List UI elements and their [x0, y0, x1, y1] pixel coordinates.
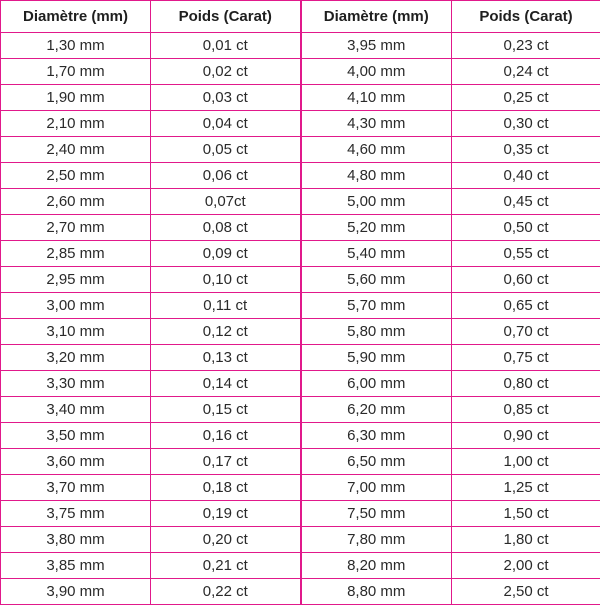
- header-weight-left: Poids (Carat): [151, 1, 301, 33]
- table-row: [1, 85, 600, 111]
- cell-diameter-right: 5,00 mm: [301, 189, 452, 215]
- table-row: [1, 579, 600, 605]
- cell-weight-right: 0,60 ct: [452, 267, 600, 293]
- table-row: [1, 397, 600, 423]
- cell-diameter-left: 3,50 mm: [1, 423, 151, 449]
- cell-diameter-right: 4,00 mm: [301, 59, 452, 85]
- cell-weight-right: 2,00 ct: [452, 553, 600, 579]
- table-row: [1, 137, 600, 163]
- cell-weight-left: 0,02 ct: [151, 59, 301, 85]
- cell-diameter-left: 3,80 mm: [1, 527, 151, 553]
- table-header-row: [1, 1, 600, 33]
- table-row: [1, 189, 600, 215]
- table-row: [1, 215, 600, 241]
- table-row: [1, 59, 600, 85]
- cell-diameter-left: 2,85 mm: [1, 241, 151, 267]
- cell-diameter-right: 6,00 mm: [301, 371, 452, 397]
- cell-diameter-right: 4,60 mm: [301, 137, 452, 163]
- table-row: [1, 241, 600, 267]
- cell-diameter-right: 4,30 mm: [301, 111, 452, 137]
- cell-weight-right: 0,45 ct: [452, 189, 600, 215]
- cell-weight-left: 0,09 ct: [151, 241, 301, 267]
- cell-diameter-left: 1,70 mm: [1, 59, 151, 85]
- cell-diameter-left: 2,40 mm: [1, 137, 151, 163]
- cell-diameter-left: 2,10 mm: [1, 111, 151, 137]
- cell-diameter-right: 6,30 mm: [301, 423, 452, 449]
- table-body: [1, 33, 600, 605]
- table-row: [1, 475, 600, 501]
- cell-weight-left: 0,13 ct: [151, 345, 301, 371]
- cell-diameter-left: 3,85 mm: [1, 553, 151, 579]
- cell-diameter-left: 3,10 mm: [1, 319, 151, 345]
- cell-diameter-left: 1,30 mm: [1, 33, 151, 59]
- table-row: [1, 527, 600, 553]
- header-diameter-right: Diamètre (mm): [301, 1, 452, 33]
- cell-weight-right: 0,24 ct: [452, 59, 600, 85]
- cell-weight-left: 0,15 ct: [151, 397, 301, 423]
- table-row: [1, 111, 600, 137]
- cell-weight-left: 0,14 ct: [151, 371, 301, 397]
- cell-weight-left: 0,07ct: [151, 189, 301, 215]
- cell-diameter-right: 8,80 mm: [301, 579, 452, 605]
- cell-weight-right: 2,50 ct: [452, 579, 600, 605]
- cell-weight-left: 0,19 ct: [151, 501, 301, 527]
- cell-weight-left: 0,10 ct: [151, 267, 301, 293]
- cell-diameter-left: 2,50 mm: [1, 163, 151, 189]
- cell-weight-right: 0,25 ct: [452, 85, 600, 111]
- cell-diameter-right: 7,50 mm: [301, 501, 452, 527]
- cell-weight-left: 0,21 ct: [151, 553, 301, 579]
- cell-weight-left: 0,20 ct: [151, 527, 301, 553]
- cell-weight-left: 0,16 ct: [151, 423, 301, 449]
- cell-weight-right: 0,90 ct: [452, 423, 600, 449]
- header-weight-right: Poids (Carat): [452, 1, 600, 33]
- table-row: [1, 319, 600, 345]
- header-diameter-left: Diamètre (mm): [1, 1, 151, 33]
- cell-diameter-right: 8,20 mm: [301, 553, 452, 579]
- cell-weight-right: 0,50 ct: [452, 215, 600, 241]
- cell-diameter-left: 3,40 mm: [1, 397, 151, 423]
- cell-weight-left: 0,12 ct: [151, 319, 301, 345]
- cell-weight-right: 0,23 ct: [452, 33, 600, 59]
- cell-diameter-left: 3,60 mm: [1, 449, 151, 475]
- cell-weight-right: 0,85 ct: [452, 397, 600, 423]
- cell-weight-left: 0,08 ct: [151, 215, 301, 241]
- table-row: [1, 33, 600, 59]
- cell-diameter-right: 6,50 mm: [301, 449, 452, 475]
- cell-diameter-right: 3,95 mm: [301, 33, 452, 59]
- cell-diameter-right: 5,60 mm: [301, 267, 452, 293]
- cell-weight-right: 0,55 ct: [452, 241, 600, 267]
- table-row: [1, 501, 600, 527]
- cell-weight-left: 0,11 ct: [151, 293, 301, 319]
- cell-diameter-right: 5,80 mm: [301, 319, 452, 345]
- table-row: [1, 345, 600, 371]
- cell-weight-left: 0,04 ct: [151, 111, 301, 137]
- cell-diameter-right: 6,20 mm: [301, 397, 452, 423]
- table-row: [1, 553, 600, 579]
- table-row: [1, 449, 600, 475]
- cell-weight-left: 0,06 ct: [151, 163, 301, 189]
- cell-diameter-right: 5,20 mm: [301, 215, 452, 241]
- cell-weight-right: 0,40 ct: [452, 163, 600, 189]
- table-row: [1, 163, 600, 189]
- cell-diameter-right: 5,70 mm: [301, 293, 452, 319]
- cell-diameter-right: 5,90 mm: [301, 345, 452, 371]
- cell-weight-right: 0,35 ct: [452, 137, 600, 163]
- cell-diameter-right: 4,80 mm: [301, 163, 452, 189]
- cell-diameter-left: 1,90 mm: [1, 85, 151, 111]
- cell-diameter-left: 2,95 mm: [1, 267, 151, 293]
- cell-diameter-left: 2,70 mm: [1, 215, 151, 241]
- cell-weight-left: 0,22 ct: [151, 579, 301, 605]
- table-row: [1, 423, 600, 449]
- cell-weight-left: 0,18 ct: [151, 475, 301, 501]
- cell-weight-right: 0,80 ct: [452, 371, 600, 397]
- cell-diameter-right: 7,80 mm: [301, 527, 452, 553]
- cell-weight-right: 1,50 ct: [452, 501, 600, 527]
- cell-diameter-left: 3,70 mm: [1, 475, 151, 501]
- cell-weight-left: 0,17 ct: [151, 449, 301, 475]
- cell-weight-right: 1,80 ct: [452, 527, 600, 553]
- cell-diameter-left: 3,30 mm: [1, 371, 151, 397]
- cell-weight-right: 1,00 ct: [452, 449, 600, 475]
- cell-weight-right: 0,30 ct: [452, 111, 600, 137]
- cell-weight-left: 0,01 ct: [151, 33, 301, 59]
- cell-diameter-right: 5,40 mm: [301, 241, 452, 267]
- cell-weight-right: 0,75 ct: [452, 345, 600, 371]
- table-row: [1, 267, 600, 293]
- cell-weight-right: 0,70 ct: [452, 319, 600, 345]
- cell-diameter-left: 3,75 mm: [1, 501, 151, 527]
- cell-weight-left: 0,03 ct: [151, 85, 301, 111]
- cell-diameter-right: 7,00 mm: [301, 475, 452, 501]
- cell-weight-right: 0,65 ct: [452, 293, 600, 319]
- cell-diameter-left: 3,90 mm: [1, 579, 151, 605]
- cell-diameter-left: 3,00 mm: [1, 293, 151, 319]
- cell-diameter-left: 3,20 mm: [1, 345, 151, 371]
- cell-weight-right: 1,25 ct: [452, 475, 600, 501]
- table-row: [1, 293, 600, 319]
- cell-diameter-right: 4,10 mm: [301, 85, 452, 111]
- cell-diameter-left: 2,60 mm: [1, 189, 151, 215]
- cell-weight-left: 0,05 ct: [151, 137, 301, 163]
- table-row: [1, 371, 600, 397]
